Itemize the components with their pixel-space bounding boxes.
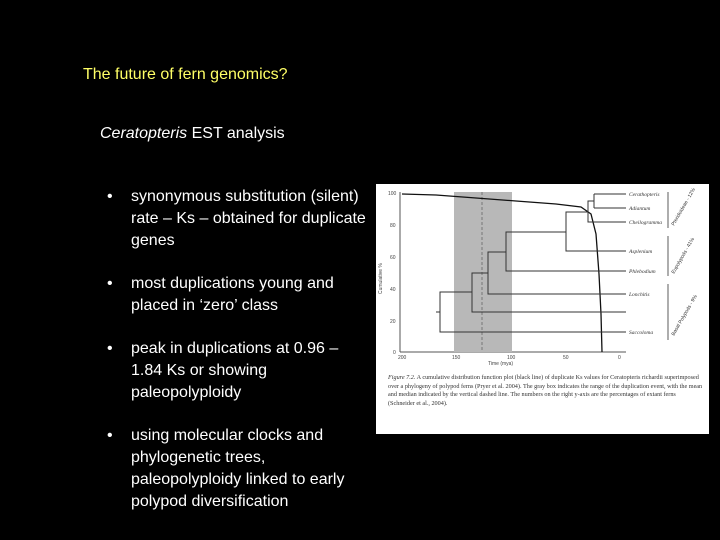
bullet-item bbox=[107, 186, 367, 252]
x-tick-label: 50 bbox=[563, 355, 569, 361]
taxon-label: Cerathopteris bbox=[629, 192, 660, 198]
bullet-item bbox=[107, 273, 367, 317]
y-tick-label: 20 bbox=[390, 319, 396, 325]
taxon-label: Asplenium bbox=[629, 249, 653, 255]
subtitle-rest: EST analysis bbox=[187, 125, 285, 142]
x-tick-label: 0 bbox=[618, 355, 621, 361]
bullet-item bbox=[107, 425, 367, 513]
y-tick-labels bbox=[388, 191, 397, 356]
bullet-marker: • bbox=[107, 427, 113, 444]
bullet-list bbox=[107, 186, 367, 534]
slide-subtitle bbox=[100, 125, 285, 143]
y-tick-label: 0 bbox=[393, 350, 396, 356]
taxon-label: Saccoloma bbox=[629, 330, 654, 336]
y-axis-label: Cumulative % bbox=[378, 263, 384, 294]
bullet-marker: • bbox=[107, 275, 113, 292]
taxa-labels bbox=[628, 192, 662, 336]
bullet-marker: • bbox=[107, 340, 113, 357]
taxon-label: Adiantum bbox=[629, 206, 651, 212]
subtitle-species: Ceratopteris bbox=[100, 125, 188, 142]
y-tick-label: 80 bbox=[390, 223, 396, 229]
duplication-range-box bbox=[454, 192, 512, 352]
figure-caption-text: A cumulative distribution function plot (black line) of duplicate Ks values for Ceratopteris richardii superimposed over a phylogeny of polypod ferns (Pryer et al. 2004). The gray box indicates the range of the duplication event, with the mean and median indicated by the vertical dashed line. The numbers on the right y-axis are the percentages of extant ferns (Schneider et al., 2004). bbox=[388, 374, 703, 407]
slide-title: The future of fern genomics? bbox=[83, 66, 288, 83]
figure-caption bbox=[388, 374, 704, 408]
taxon-label: Phlebodium bbox=[629, 269, 656, 275]
x-tick-label: 200 bbox=[398, 355, 407, 361]
bullet-text: most duplications young and placed in ‘zero’ class bbox=[131, 275, 334, 314]
group-percent-label: Eupolypods - 41% bbox=[670, 236, 697, 275]
figure-caption-label: Figure 7.2. bbox=[388, 374, 416, 381]
y-tick-label: 60 bbox=[390, 255, 396, 261]
x-tick-label: 100 bbox=[507, 355, 516, 361]
x-axis-label: Time (mya) bbox=[488, 361, 514, 367]
taxon-label: Cheilogramma bbox=[629, 220, 662, 226]
group-percent-labels bbox=[671, 187, 700, 337]
x-tick-label: 150 bbox=[452, 355, 461, 361]
bullet-marker: • bbox=[107, 188, 113, 205]
group-percent-label: Basal Polypods - 9% bbox=[670, 294, 699, 337]
bullet-text: peak in duplications at 0.96 – 1.84 Ks or showing paleopolyploidy bbox=[131, 340, 339, 401]
y-tick-label: 40 bbox=[390, 287, 396, 293]
taxon-label: Lonchitis bbox=[629, 292, 650, 298]
group-percent-label: Pteridoideae - 12% bbox=[670, 187, 697, 227]
figure-image bbox=[376, 184, 709, 434]
bullet-text: synonymous substitution (silent) rate – Ks – obtained for duplicate genes bbox=[131, 188, 366, 249]
y-tick-label: 100 bbox=[388, 191, 397, 197]
bullet-item bbox=[107, 338, 367, 404]
bullet-text: using molecular clocks and phylogenetic trees, paleopolyploidy linked to early polypod diversification bbox=[131, 427, 345, 510]
